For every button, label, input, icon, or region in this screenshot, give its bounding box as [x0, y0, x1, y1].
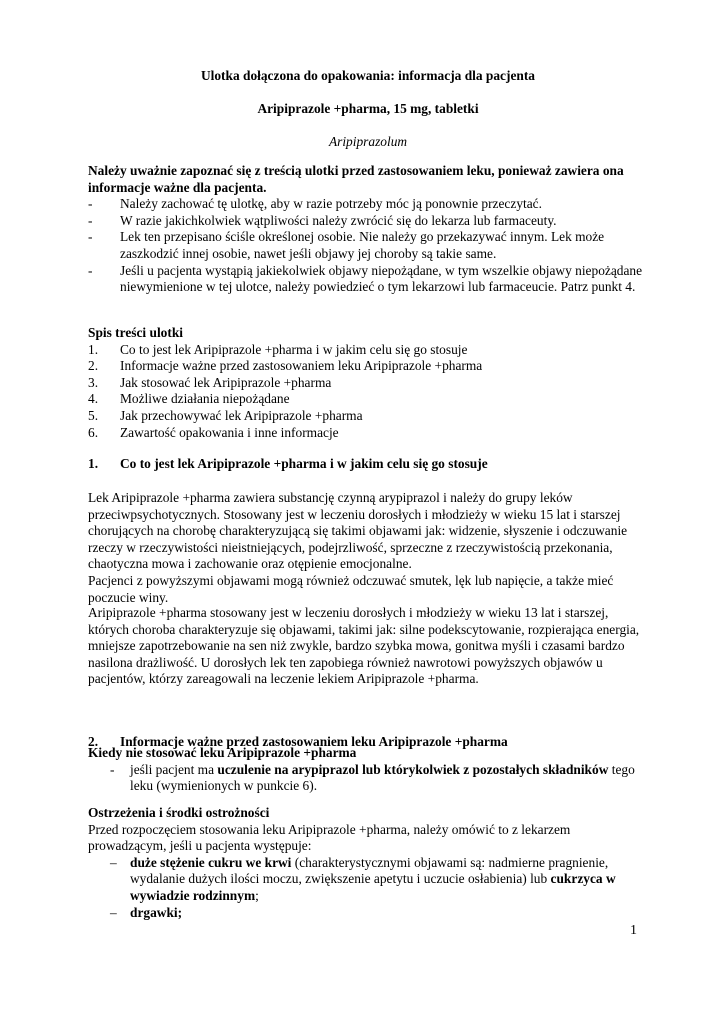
page-number: 1	[630, 923, 637, 938]
precautions-intro: Przed rozpoczęciem stosowania leku Aripiprazole +pharma, należy omówić to z lekarzem prowadzącym, jeśli u pacjenta występuje:	[88, 821, 571, 854]
contraindication-item: - jeśli pacjent ma uczulenie na arypiprazol lub którykolwiek z pozostałych składników tego leku (wymienionych w punkcie 6).	[110, 761, 635, 794]
toc-item: 6. Zawartość opakowania i inne informacje	[88, 424, 339, 440]
toc-item: 1. Co to jest lek Aripiprazole +pharma i w jakim celu się go stosuje	[88, 341, 468, 357]
precaution-item: – duże stężenie cukru we krwi (charakterystycznymi objawami są: nadmierne pragnienie, wydalanie dużych ilości moczu, zwiększenie apetytu i uczucie osłabienia) lub cukrzyca w wywiadzie rodzinnym;	[110, 854, 616, 903]
precautions-title: Ostrzeżenia i środki ostrożności	[88, 805, 270, 820]
section-1-paragraph: Lek Aripiprazole +pharma zawiera substancję czynną arypiprazol i należy do grupy leków przeciwpsychotycznych. Stosowany jest w leczeniu dorosłych i młodzieży w wieku 15 lat i starszej chorujących na chorobę charakteryzującą się takimi objawami jak: widzenie, słyszenie i odczuwanie rzeczy w rzeczywistości nieistniejących, podejrzliwość, sprzeczne z rzeczywistością przekonania, chaotyczna mowa i zachowanie oraz otępienie emocjonalne.	[88, 490, 628, 572]
section-1-heading: 1. Co to jest lek Aripiprazole +pharma i w jakim celu się go stosuje	[88, 456, 488, 471]
warning-item: - W razie jakichkolwiek wątpliwości należy zwrócić się do lekarza lub farmaceuty.	[88, 212, 557, 228]
table-of-contents	[88, 325, 648, 441]
toc-title: Spis treści ulotki	[88, 325, 183, 340]
warning-item: - Jeśli u pacjenta wystąpią jakiekolwiek objawy niepożądane, w tym wszelkie objawy niepożądane niewymienione w tej ulotce, należy powiedzieć o tym lekarzowi lub farmaceucie. Patrz punkt 4.	[88, 262, 643, 295]
warning-block	[88, 163, 648, 296]
precautions-block	[88, 805, 648, 921]
toc-item: 4. Możliwe działania niepożądane	[88, 391, 290, 407]
warning-item: - Lek ten przepisano ściśle określonej osobie. Nie należy go przekazywać innym. Lek może zaszkodzić innej osobie, nawet jeśli objawy jej choroby są takie same.	[88, 229, 605, 261]
active-substance: Aripiprazolum	[328, 134, 408, 149]
precaution-item: – drgawki;	[110, 904, 183, 920]
section-1-paragraph: Aripiprazole +pharma stosowany jest w leczeniu dorosłych i młodzieży w wieku 13 lat i starszej, których choroba charakteryzuje się objawami, takimi jak: silne podekscytowanie, rozpierająca energia, mniejsze zapotrzebowanie na sen niż zwykle, bardzo szybka mowa, gonitwa myśli i czasami bardzo nasilona drażliwość. U dorosłych lek ten zapobiega również nawrotowi powyższych objawów u pacjentów, którzy zareagowali na leczenie lekiem Aripiprazole +pharma.	[88, 605, 640, 687]
section-2-heading: 2. Informacje ważne przed zastosowaniem leku Aripiprazole +pharma	[88, 733, 508, 749]
section-1-body	[88, 490, 648, 606]
section-1-paragraph: Pacjenci z powyższymi objawami mogą również odczuwać smutek, lęk lub napięcie, a także mieć poczucie winy.	[88, 572, 614, 605]
document-page	[88, 0, 648, 920]
warning-intro: Należy uważnie zapoznać się z treścią ulotki przed zastosowaniem leku, ponieważ zawiera ona informacje ważne dla pacjenta.	[88, 163, 624, 195]
leaflet-title: Ulotka dołączona do opakowania: informacja dla pacjenta	[200, 68, 536, 83]
toc-item: 5. Jak przechowywać lek Aripiprazole +pharma	[88, 407, 363, 423]
contraindications-title: Kiedy nie stosować leku Aripiprazole +pharma	[88, 745, 357, 760]
toc-item: 2. Informacje ważne przed zastosowaniem leku Aripiprazole +pharma	[88, 358, 483, 374]
toc-item: 3. Jak stosować lek Aripiprazole +pharma	[88, 374, 332, 390]
contraindications-block	[88, 745, 648, 795]
warning-item: - Należy zachować tę ulotkę, aby w razie potrzeby móc ją ponownie przeczytać.	[88, 196, 542, 212]
product-name: Aripiprazole +pharma, 15 mg, tabletki	[257, 101, 479, 116]
